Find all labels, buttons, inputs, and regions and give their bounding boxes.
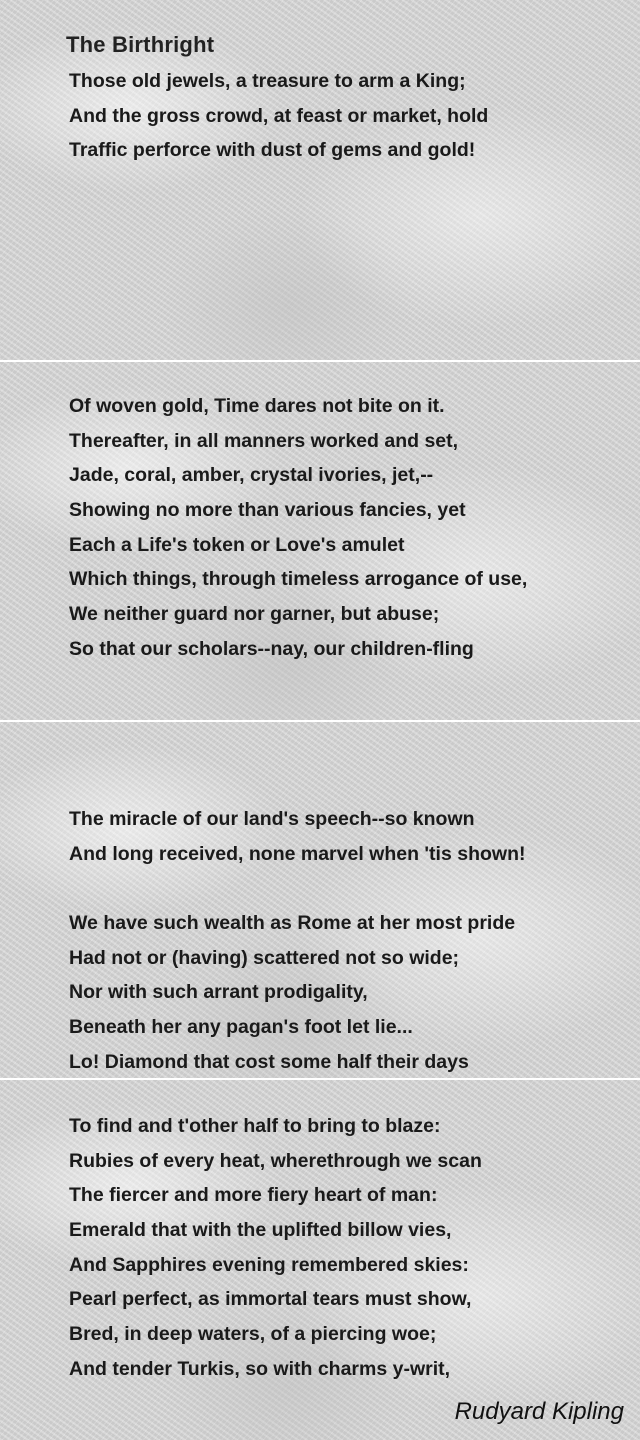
poem-line: Showing no more than various fancies, yet xyxy=(69,499,466,522)
poem-line: Jade, coral, amber, crystal ivories, jet,-- xyxy=(69,464,434,487)
poem-line: Bred, in deep waters, of a piercing woe; xyxy=(69,1323,437,1346)
poem-line: Rubies of every heat, wherethrough we scan xyxy=(69,1149,482,1172)
poem-line: Thereafter, in all manners worked and set, xyxy=(69,429,459,452)
stanza xyxy=(69,1109,482,1387)
poem-line: Had not or (having) scattered not so wide; xyxy=(69,946,460,969)
poem-line: And the gross crowd, at feast or market, hold xyxy=(69,104,489,127)
poem-line: To find and t'other half to bring to blaze: xyxy=(69,1115,441,1137)
poem-line: And Sapphires evening remembered skies: xyxy=(69,1253,469,1276)
poem-line: And long received, none marvel when 'tis shown! xyxy=(69,842,526,865)
poem-line: The fiercer and more fiery heart of man: xyxy=(69,1184,438,1207)
poem-line: Beneath her any pagan's foot let lie... xyxy=(69,1016,413,1039)
poem-line: Each a Life's token or Love's amulet xyxy=(69,533,405,556)
stanza xyxy=(69,389,527,667)
stanza xyxy=(69,802,525,871)
poem-line: So that our scholars--nay, our children-fling xyxy=(69,637,474,660)
poem-line: The miracle of our land's speech--so known xyxy=(69,808,475,830)
poem-line: Emerald that with the uplifted billow vies, xyxy=(69,1219,452,1242)
poem-line: Those old jewels, a treasure to arm a King; xyxy=(69,70,466,92)
poem-line: And tender Turkis, so with charms y-writ, xyxy=(69,1357,451,1380)
poem-line: Pearl perfect, as immortal tears must show, xyxy=(69,1288,472,1311)
poem-line: Of woven gold, Time dares not bite on it. xyxy=(69,395,445,417)
stanza xyxy=(69,906,515,1079)
poem-title: The Birthright xyxy=(66,32,215,57)
poem-line: We neither guard nor garner, but abuse; xyxy=(69,603,440,626)
poem-line: We have such wealth as Rome at her most pride xyxy=(69,912,516,934)
poem-line: Lo! Diamond that cost some half their days xyxy=(69,1050,469,1073)
poem-line: Which things, through timeless arrogance of use, xyxy=(69,568,528,591)
stanza xyxy=(69,64,488,168)
poem-author: Rudyard Kipling xyxy=(454,1398,624,1425)
poem-line: Traffic perforce with dust of gems and gold! xyxy=(69,139,476,162)
poem-line: Nor with such arrant prodigality, xyxy=(69,981,368,1004)
